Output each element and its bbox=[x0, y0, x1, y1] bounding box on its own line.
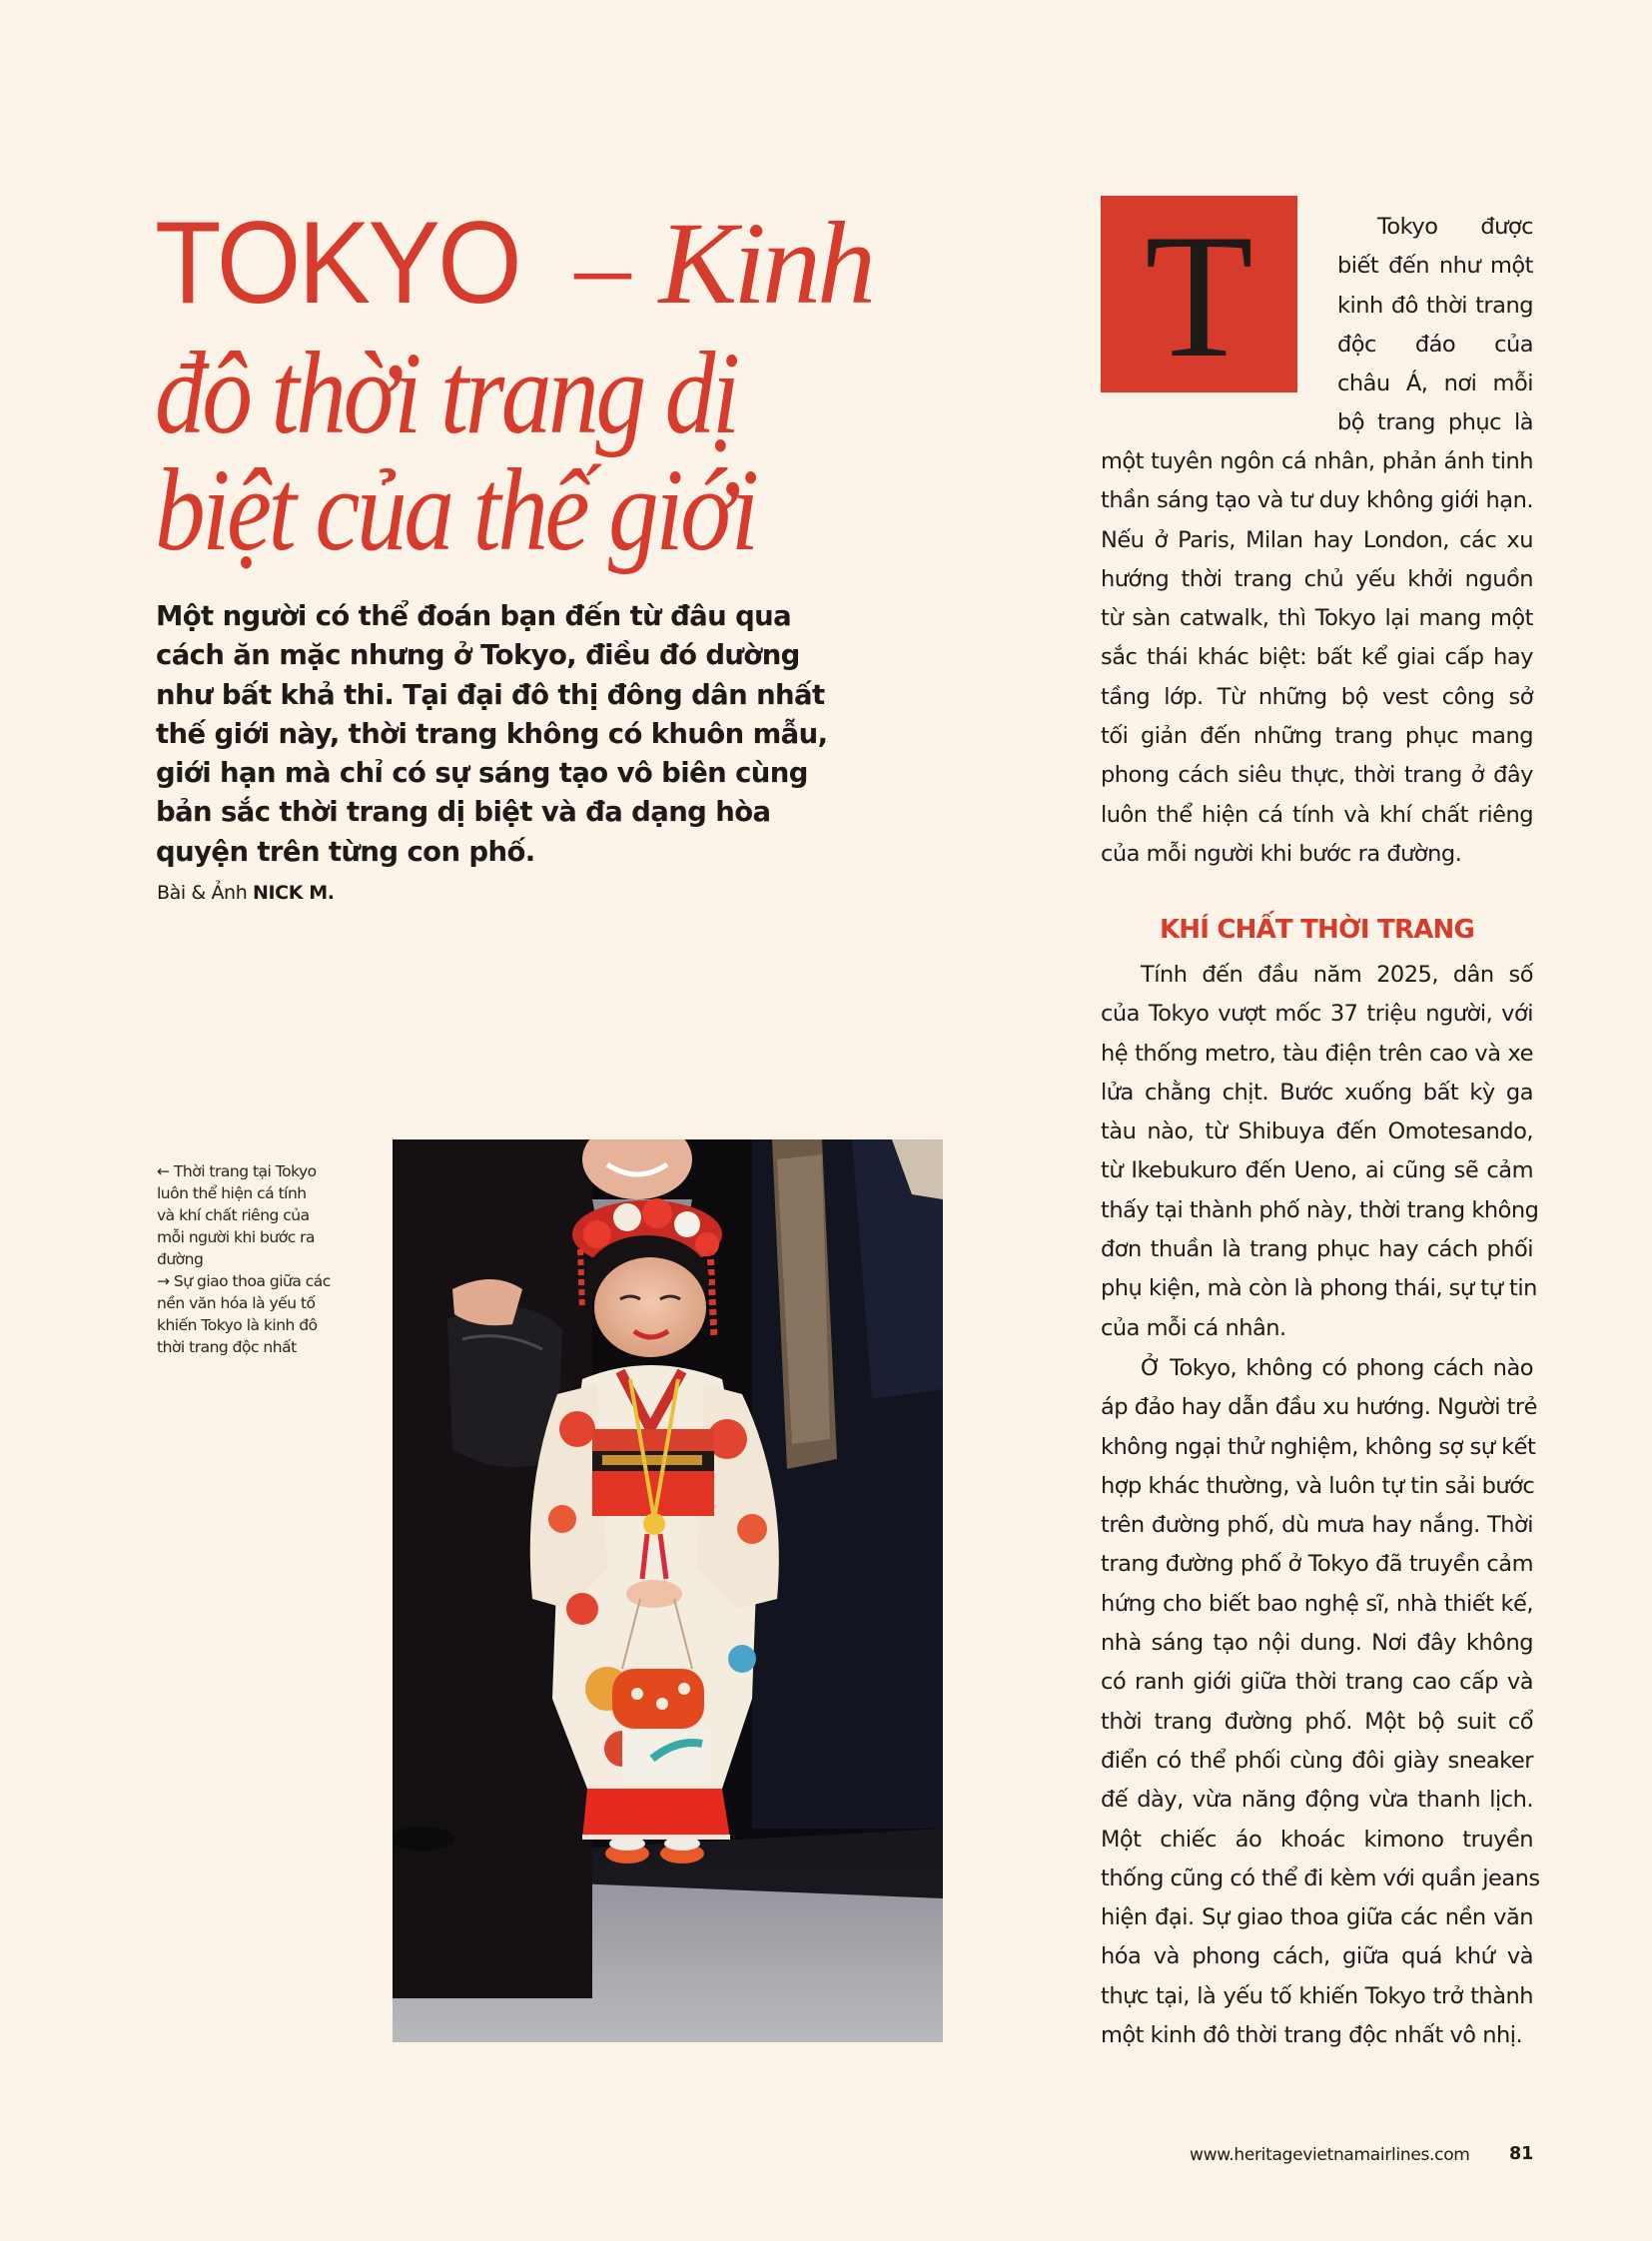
body-paragraph-2: Ở Tokyo, không có phong cách nào áp đảo hay dẫn đầu xu hướng. Người trẻ không ngại thử nghiệm, không sợ sự kết hợp khác thường, và luôn tự tin sải bước trên đường phố, dù mưa hay nắng. Thời trang đường phố ở Tokyo đã truyền cảm hứng cho biết bao nghệ sĩ, nhà thiết kế, nhà sáng tạo nội dung. Nơi đây không có ranh giới giữa thời trang cao cấp và thời trang đường phố. Một bộ suit cổ điển có thể phối cùng đôi giày sneaker đế dày, vừa năng động vừa thanh lịch. Một chiếc áo khoác kimono truyền thống cũng có thể đi kèm với quần jeans hiện đại. Sự giao thoa giữa các nền văn hóa và phong cách, giữa quá khứ và thực tại, là yếu tố khiến Tokyo trở thành một kinh đô thời trang độc nhất vô nhị. bbox=[1101, 1355, 1540, 2049]
footer-website-link[interactable]: www.heritagevietnamairlines.com bbox=[1190, 2145, 1470, 2165]
article-photo bbox=[393, 1139, 943, 2042]
title-line-3: biệt của thế giới bbox=[155, 444, 756, 575]
byline-prefix: Bài & Ảnh bbox=[157, 882, 253, 904]
article-title bbox=[155, 196, 994, 575]
byline-author: NICK M. bbox=[252, 882, 335, 904]
page-number: 81 bbox=[1509, 2144, 1534, 2164]
title-tokyo: TOKYO bbox=[155, 197, 519, 328]
lead-paragraph: Một người có thể đoán bạn đến từ đâu qua cách ăn mặc nhưng ở Tokyo, điều đó dường như bất khả thi. Tại đại đô thị đông dân nhất thế giới này, thời trang không có khuôn mẫu, giới hạn mà chỉ có sự sáng tạo vô biên cùng bản sắc thời trang dị biệt và đa dạng hòa quyện trên từng con phố. bbox=[156, 600, 828, 868]
intro-paragraph-rest: một tuyên ngôn cá nhân, phản ánh tinh thần sáng tạo và tư duy không giới hạn. Nếu ở Paris, Milan hay London, các xu hướng thời trang chủ yếu khởi nguồn từ sàn catwalk, thì Tokyo lại mang một sắc thái khác biệt: bất kể giai cấp hay tầng lớp. Từ những bộ vest công sở tối giản đến những trang phục mang phong cách siêu thực, thời trang ở đây luôn thể hiện cá tính và khí chất riêng của mỗi người khi bước ra đường. bbox=[1101, 448, 1533, 867]
title-line-2: đô thời trang dị bbox=[155, 328, 737, 458]
title-dash: – bbox=[546, 204, 659, 328]
photo-caption: ← Thời trang tại Tokyo luôn thể hiện cá tính và khí chất riêng của mỗi người khi bước ra đường → Sự giao thoa giữa các nền văn hóa là yếu tố khiến Tokyo là kinh đô thời trang độc nhất bbox=[157, 1162, 331, 1356]
dropcap-box bbox=[1101, 196, 1297, 392]
intro-paragraph-start: Tokyo được biết đến như một kinh đô thời trang độc đáo của châu Á, nơi mỗi bộ trang phục là bbox=[1337, 214, 1533, 436]
title-kinh: Kinh bbox=[658, 198, 872, 329]
body-paragraph-1: Tính đến đầu năm 2025, dân số của Tokyo vượt mốc 37 triệu người, với hệ thống metro, tàu điện trên cao và xe lửa chằng chịt. Bước xuống bất kỳ ga tàu nào, từ Shibuya đến Omotesando, từ Ikebukuro đến Ueno, ai cũng sẽ cảm thấy tại thành phố này, thời trang không đơn thuần là trang phục hay cách phối phụ kiện, mà còn là phong thái, sự tự tin của mỗi cá nhân. bbox=[1101, 962, 1539, 1341]
kimono-girl-illustration bbox=[393, 1139, 943, 2042]
title-line-1 bbox=[155, 196, 994, 329]
dropcap-letter: T bbox=[1145, 197, 1253, 394]
section-heading: KHÍ CHẤT THỜI TRANG bbox=[1159, 915, 1475, 945]
byline bbox=[157, 882, 335, 904]
